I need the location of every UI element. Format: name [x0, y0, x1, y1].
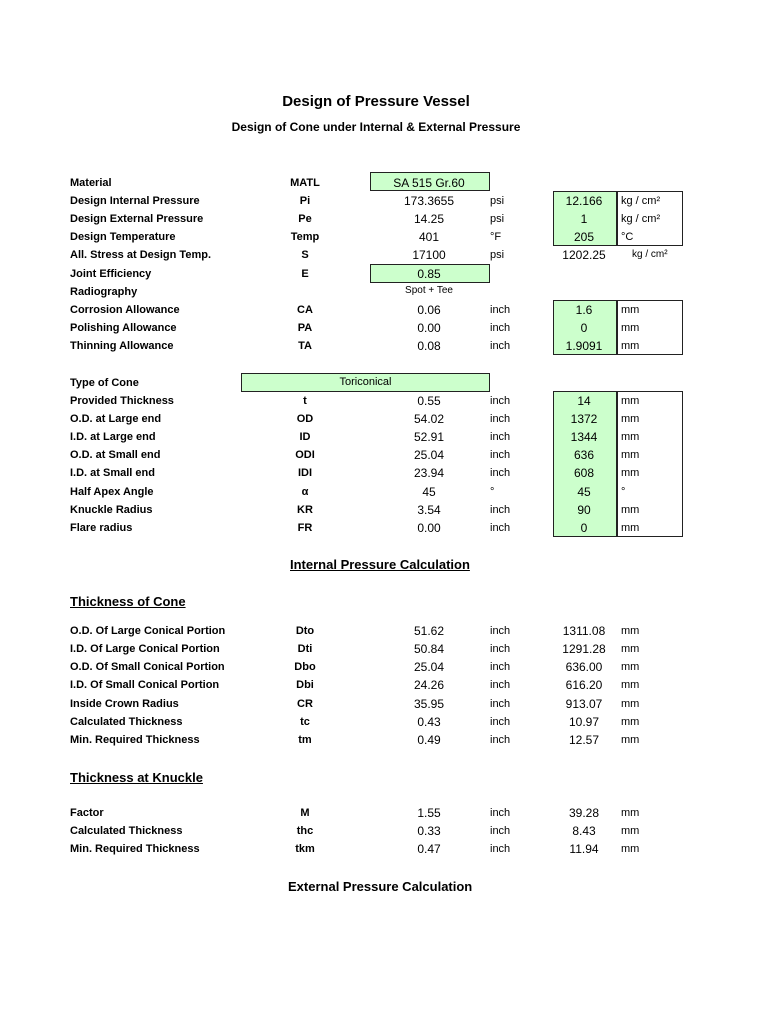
row-metric-unit: mm [621, 431, 640, 443]
row-metric-unit: kg / cm² [621, 195, 661, 207]
row-symbol: Pe [298, 213, 312, 225]
row-label: Radiography [70, 286, 138, 298]
row-label: O.D. at Large end [70, 413, 162, 425]
cone-type-value[interactable]: Toriconical [339, 376, 392, 388]
row-symbol: α [301, 486, 309, 498]
row-unit: inch [490, 522, 511, 534]
row-unit: inch [490, 431, 511, 443]
row-label: Min. Required Thickness [70, 734, 200, 746]
row-value[interactable]: 25.04 [413, 448, 445, 462]
row-label: Factor [70, 807, 104, 819]
page-title: Design of Pressure Vessel [282, 93, 470, 110]
row-metric-value[interactable]: 11.94 [569, 842, 599, 856]
row-metric-unit: mm [621, 467, 640, 479]
knuckle-heading: Thickness at Knuckle [70, 770, 203, 785]
row-symbol: tm [298, 734, 312, 746]
row-metric-unit: mm [621, 625, 640, 637]
row-metric-unit: mm [621, 522, 640, 534]
row-metric-unit: mm [621, 661, 640, 673]
row-metric-unit: mm [621, 340, 640, 352]
row-metric-value[interactable]: 1311.08 [562, 624, 606, 638]
row-unit: inch [490, 679, 511, 691]
row-value[interactable]: 173.3655 [403, 194, 455, 208]
row-metric-unit: mm [621, 413, 640, 425]
row-unit: psi [490, 213, 505, 225]
row-symbol: IDI [297, 467, 313, 479]
page-subtitle: Design of Cone under Internal & External Pressure [231, 120, 521, 134]
row-metric-unit: mm [621, 304, 640, 316]
row-value[interactable]: 0.85 [417, 267, 441, 281]
row-symbol: tkm [295, 843, 315, 855]
row-unit: inch [490, 716, 511, 728]
row-unit: inch [490, 504, 511, 516]
row-symbol: Temp [290, 231, 320, 243]
row-metric-value[interactable]: 45 [577, 485, 591, 499]
row-symbol: t [303, 395, 307, 407]
row-value[interactable]: 401 [418, 230, 440, 244]
row-metric-unit: kg / cm² [621, 213, 661, 225]
row-metric-unit: mm [621, 449, 640, 461]
row-metric-unit: mm [621, 643, 640, 655]
row-metric-value[interactable]: 8.43 [572, 824, 596, 838]
row-metric-value[interactable]: 636.00 [565, 660, 603, 674]
row-symbol: Dto [295, 625, 315, 637]
row-metric-value[interactable]: 608 [573, 466, 595, 480]
row-metric-value[interactable]: 1291.28 [562, 642, 606, 656]
row-symbol: thc [296, 825, 314, 837]
row-metric-value[interactable]: 1.6 [575, 303, 593, 317]
row-unit: inch [490, 449, 511, 461]
row-symbol: CR [297, 698, 313, 710]
row-metric-unit: ° [621, 486, 626, 498]
row-metric-value[interactable]: 636 [573, 448, 595, 462]
row-label: I.D. at Small end [70, 467, 155, 479]
row-symbol: Pi [299, 195, 311, 207]
row-label: O.D. Of Small Conical Portion [70, 661, 225, 673]
row-unit: inch [490, 807, 511, 819]
row-label: Joint Efficiency [70, 268, 152, 280]
row-value[interactable]: 14.25 [413, 212, 445, 226]
row-metric-value[interactable]: 1344 [570, 430, 598, 444]
row-symbol: Dti [297, 643, 313, 655]
row-label: O.D. at Small end [70, 449, 161, 461]
row-metric-value[interactable]: 1 [580, 212, 588, 226]
row-metric-value[interactable]: 0 [580, 521, 588, 535]
row-label: Design Temperature [70, 231, 176, 243]
row-metric-value[interactable]: 1372 [570, 412, 598, 426]
row-value[interactable]: 25.04 [413, 660, 445, 674]
row-label: Polishing Allowance [70, 322, 177, 334]
row-unit: °F [490, 231, 502, 243]
row-metric-unit: mm [621, 734, 640, 746]
row-label: Flare radius [70, 522, 133, 534]
row-symbol: Dbi [296, 679, 314, 691]
row-value[interactable]: 0.49 [417, 733, 441, 747]
row-label: Corrosion Allowance [70, 304, 180, 316]
row-label: O.D. Of Large Conical Portion [70, 625, 226, 637]
row-metric-value[interactable]: 0 [580, 321, 588, 335]
row-value[interactable]: 0.00 [417, 521, 441, 535]
row-unit: psi [490, 249, 505, 261]
row-unit: inch [490, 395, 511, 407]
row-symbol: tc [300, 716, 310, 728]
row-value[interactable]: 24.26 [413, 678, 445, 692]
row-label: Thinning Allowance [70, 340, 174, 352]
row-metric-value[interactable]: 616.20 [565, 678, 603, 692]
row-label: Calculated Thickness [70, 825, 183, 837]
row-value[interactable]: SA 515 Gr.60 [393, 176, 465, 190]
row-value[interactable]: 0.08 [417, 339, 441, 353]
row-value[interactable]: 1.55 [417, 806, 441, 820]
row-metric-unit: °C [621, 231, 634, 243]
row-value[interactable]: 0.33 [417, 824, 441, 838]
row-metric-value[interactable]: 205 [573, 230, 595, 244]
row-metric-value[interactable]: 39.28 [568, 806, 600, 820]
row-symbol: ID [299, 431, 311, 443]
row-label: I.D. at Large end [70, 431, 156, 443]
row-label: Half Apex Angle [70, 486, 154, 498]
row-metric-unit: kg / cm² [632, 249, 668, 260]
row-label: Knuckle Radius [70, 504, 153, 516]
row-metric-unit: mm [621, 322, 640, 334]
row-symbol: PA [297, 322, 313, 334]
row-metric-unit: mm [621, 716, 640, 728]
row-unit: inch [490, 340, 511, 352]
row-symbol: E [301, 268, 309, 280]
row-value[interactable]: 45 [422, 485, 436, 499]
row-value[interactable]: 23.94 [413, 466, 445, 480]
row-unit: inch [490, 322, 511, 334]
internal-pressure-heading: Internal Pressure Calculation [290, 557, 470, 572]
row-metric-unit: mm [621, 395, 640, 407]
row-metric-unit: mm [621, 825, 640, 837]
row-unit: inch [490, 825, 511, 837]
row-metric-value[interactable]: 913.07 [565, 697, 603, 711]
row-label: Design Internal Pressure [70, 195, 200, 207]
row-metric-unit: mm [621, 504, 640, 516]
row-symbol: S [301, 249, 309, 261]
row-metric-value[interactable]: 1202.25 [562, 248, 606, 262]
row-label: All. Stress at Design Temp. [70, 249, 212, 261]
row-label: Material [70, 177, 112, 189]
row-value[interactable]: 3.54 [417, 503, 441, 517]
row-unit: inch [490, 625, 511, 637]
row-metric-value[interactable]: 90 [577, 503, 591, 517]
row-unit: inch [490, 413, 511, 425]
row-value[interactable]: 50.84 [413, 642, 445, 656]
row-unit: inch [490, 304, 511, 316]
row-value[interactable]: 51.62 [413, 624, 445, 638]
row-label: Min. Required Thickness [70, 843, 200, 855]
external-pressure-heading: External Pressure Calculation [288, 879, 473, 894]
row-label: Provided Thickness [70, 395, 174, 407]
row-value[interactable]: 0.00 [417, 321, 441, 335]
row-metric-unit: mm [621, 843, 640, 855]
row-symbol: CA [297, 304, 313, 316]
row-label: Calculated Thickness [70, 716, 183, 728]
row-value[interactable]: 52.91 [413, 430, 445, 444]
row-value[interactable]: 17100 [412, 248, 446, 262]
row-symbol: TA [298, 340, 312, 352]
row-value[interactable]: 0.55 [417, 394, 441, 408]
row-label: I.D. Of Small Conical Portion [70, 679, 220, 691]
row-metric-value[interactable]: 10.97 [568, 715, 600, 729]
row-symbol: Dbo [294, 661, 316, 673]
row-label: Design External Pressure [70, 213, 204, 225]
row-label: Inside Crown Radius [70, 698, 179, 710]
row-unit: inch [490, 843, 511, 855]
row-symbol: MATL [290, 177, 320, 189]
row-value[interactable]: 0.43 [417, 715, 441, 729]
row-unit: inch [490, 734, 511, 746]
row-symbol: M [300, 807, 310, 819]
row-symbol: KR [297, 504, 313, 516]
row-unit: inch [490, 467, 511, 479]
row-unit: inch [490, 698, 511, 710]
row-metric-value[interactable]: 14 [577, 394, 591, 408]
row-symbol: OD [296, 413, 314, 425]
row-metric-unit: mm [621, 807, 640, 819]
row-unit: psi [490, 195, 505, 207]
row-symbol: ODI [295, 449, 315, 461]
row-metric-value[interactable]: 1.9091 [565, 339, 603, 353]
row-unit: inch [490, 661, 511, 673]
row-metric-unit: mm [621, 679, 640, 691]
row-value[interactable]: 35.95 [413, 697, 445, 711]
row-metric-value[interactable]: 12.57 [568, 733, 600, 747]
row-symbol: FR [297, 522, 313, 534]
row-label: I.D. Of Large Conical Portion [70, 643, 220, 655]
row-value[interactable]: Spot + Tee [405, 285, 453, 296]
row-value[interactable]: 54.02 [413, 412, 445, 426]
row-metric-value[interactable]: 12.166 [565, 194, 603, 208]
cone-thickness-heading: Thickness of Cone [70, 594, 186, 609]
row-value[interactable]: 0.47 [417, 842, 441, 856]
cone-type-label: Type of Cone [70, 377, 139, 389]
row-unit: inch [490, 643, 511, 655]
row-value[interactable]: 0.06 [417, 303, 441, 317]
row-unit: ° [490, 486, 495, 498]
row-metric-unit: mm [621, 698, 640, 710]
